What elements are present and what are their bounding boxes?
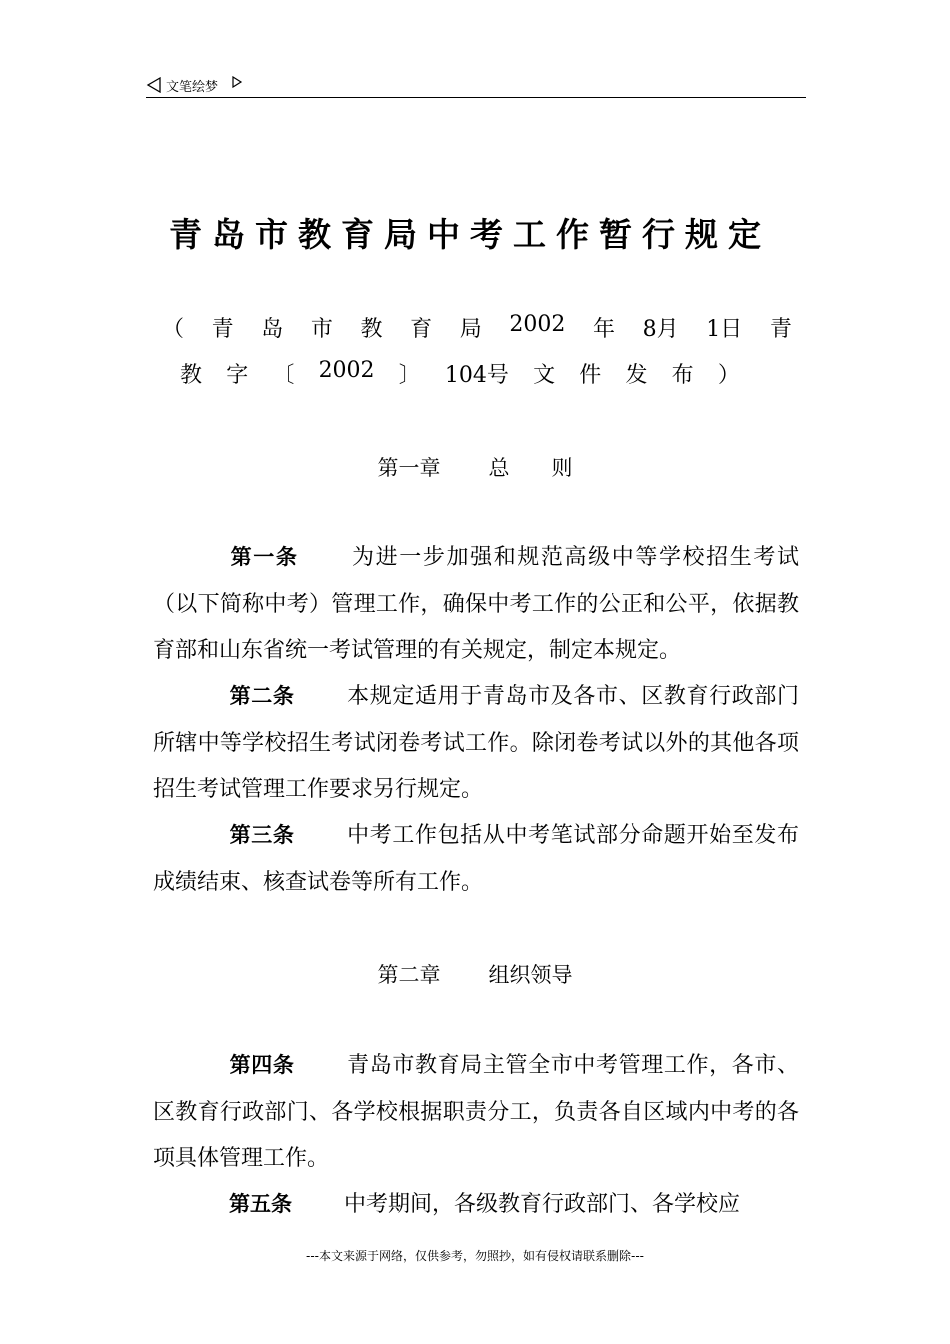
subtitle-token: 青 xyxy=(769,317,792,342)
article-number: 第三条 xyxy=(229,823,295,847)
article-paragraph xyxy=(153,812,799,906)
article-number: 第二条 xyxy=(229,684,295,708)
subtitle-token: 发 xyxy=(625,363,648,388)
subtitle-token: 〔 xyxy=(272,363,295,388)
article-number: 第五条 xyxy=(229,1192,292,1216)
chapter-heading xyxy=(150,959,800,989)
subtitle-token: 教 xyxy=(180,363,203,388)
document-subtitle-line2 xyxy=(180,358,740,389)
subtitle-token: （ xyxy=(162,317,185,342)
chapter-name: 总 则 xyxy=(488,456,573,480)
subtitle-token: 青 xyxy=(211,317,234,342)
chapter-heading xyxy=(150,452,800,482)
article-number: 第四条 xyxy=(229,1053,295,1077)
subtitle-token: 2002 xyxy=(318,358,375,383)
subtitle-token: 育 xyxy=(410,317,433,342)
subtitle-token: 布 xyxy=(671,363,694,388)
article-text: 本规定适用于青岛市及各市、区教育行政部门所辖中等学校招生考试闭卷考试工作。除闭卷考试以外的其他各项招生考试管理工作要求另行规定。 xyxy=(153,684,799,802)
article-paragraph xyxy=(153,1042,799,1183)
subtitle-token: 岛 xyxy=(261,317,284,342)
page-header xyxy=(146,74,806,98)
chapter-number: 第一章 xyxy=(377,456,441,480)
article-number: 第一条 xyxy=(229,545,299,569)
subtitle-token: 〕 xyxy=(398,363,421,388)
article-text: 青岛市教育局主管全市中考管理工作，各市、区教育行政部门、各学校根据职责分工，负责各自区域内中考的各项具体管理工作。 xyxy=(153,1053,799,1171)
article-text: 中考期间，各级教育行政部门、各学校应 xyxy=(344,1192,741,1217)
subtitle-token: ） xyxy=(717,363,740,388)
subtitle-token: 8月 xyxy=(642,317,679,342)
subtitle-token: 教 xyxy=(360,317,383,342)
subtitle-token: 市 xyxy=(310,317,333,342)
subtitle-token: 1日 xyxy=(706,317,743,342)
subtitle-token: 2002 xyxy=(509,312,566,337)
chapter-number: 第二章 xyxy=(377,963,441,987)
article-paragraph xyxy=(153,1181,799,1229)
document-subtitle-line1 xyxy=(162,312,792,343)
subtitle-token: 局 xyxy=(459,317,482,342)
header-rule xyxy=(146,97,806,98)
subtitle-token: 文 xyxy=(533,363,556,388)
document-title: 青岛市教育局中考工作暂行规定 xyxy=(169,215,771,254)
page-footer: ---本文来源于网络，仅供参考，勿照抄，如有侵权请联系删除--- xyxy=(306,1249,644,1263)
article-paragraph xyxy=(153,534,799,675)
article-text: 中考工作包括从中考笔试部分命题开始至发布成绩结束、核查试卷等所有工作。 xyxy=(153,823,799,895)
left-triangle-icon xyxy=(146,77,162,93)
subtitle-token: 字 xyxy=(226,363,249,388)
subtitle-token: 年 xyxy=(592,317,615,342)
subtitle-token: 件 xyxy=(579,363,602,388)
chapter-name: 组织领导 xyxy=(488,963,573,987)
article-text: 为进一步加强和规范高级中等学校招生考试（以下简称中考）管理工作，确保中考工作的公正和公平，依据教育部和山东省统一考试管理的有关规定，制定本规定。 xyxy=(153,545,799,663)
subtitle-token: 104号 xyxy=(444,363,509,388)
right-triangle-icon xyxy=(231,76,243,88)
article-paragraph xyxy=(153,673,799,814)
header-brand: 文笔绘梦 xyxy=(166,80,219,95)
